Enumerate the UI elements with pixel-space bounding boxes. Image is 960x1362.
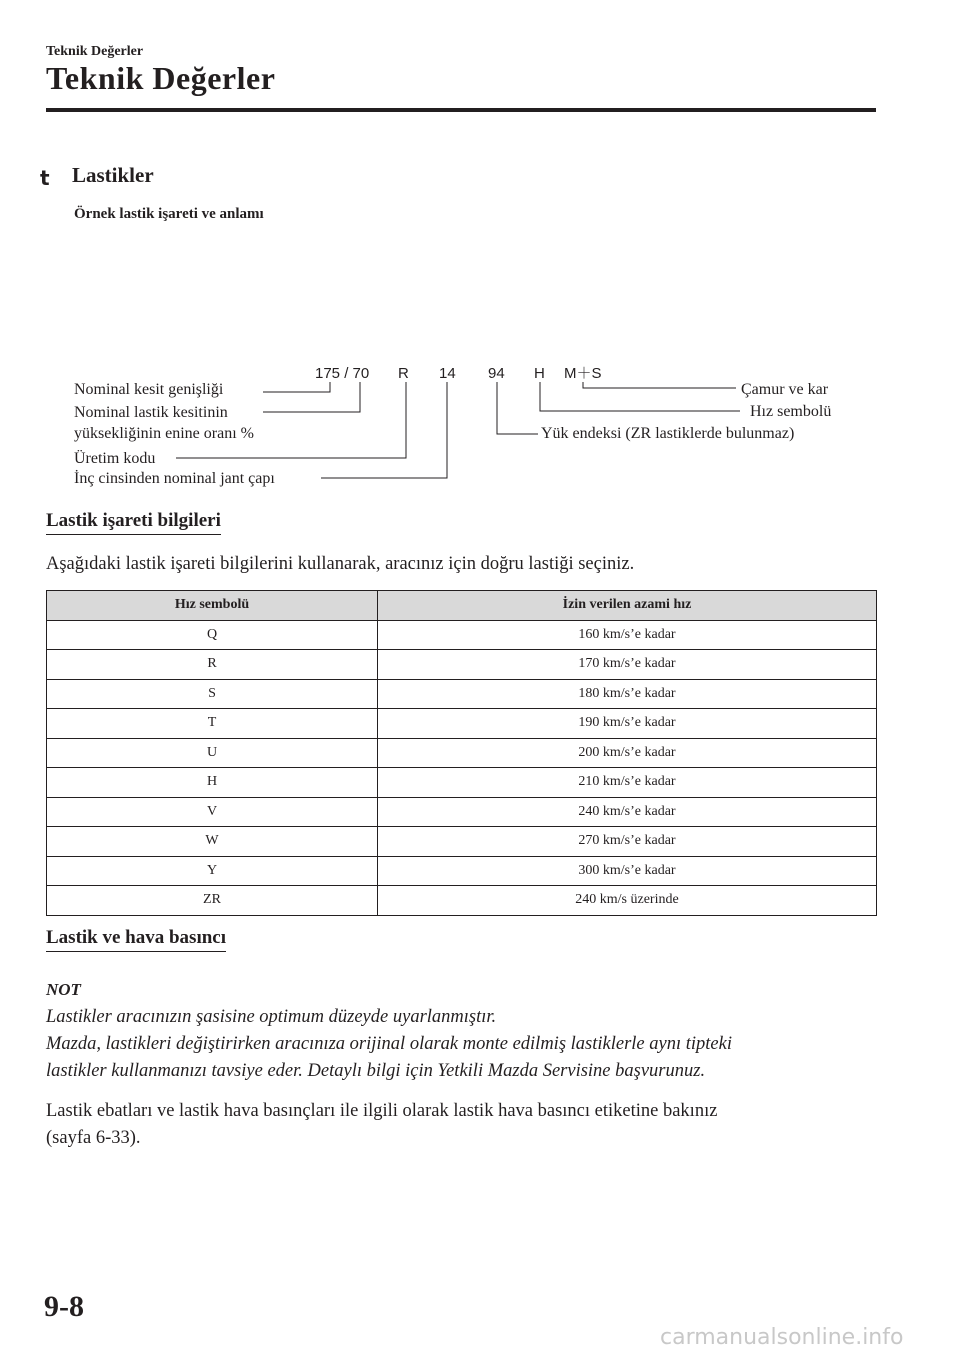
table-row <box>47 856 877 886</box>
code-width-ratio: 175 / 70 <box>315 365 370 382</box>
speed-symbol-cell: Y <box>47 856 378 886</box>
label-rim: İnç cinsinden nominal jant çapı <box>74 470 275 487</box>
note-line: lastikler kullanmanızı tavsiye eder. Detaylı bilgi için Yetkili Mazda Servisine başvurunuz. <box>46 1061 706 1081</box>
label-load: Yük endeksi (ZR lastiklerde bulunmaz) <box>541 425 795 442</box>
watermark: carmanualsonline.info <box>660 1325 904 1350</box>
leader-width <box>263 382 330 392</box>
max-speed-cell: 300 km/s’e kadar <box>378 856 877 886</box>
table-row <box>47 620 877 650</box>
table-row <box>47 886 877 916</box>
code-load: 94 <box>488 365 505 382</box>
speed-symbol-cell: S <box>47 679 378 709</box>
note-title: NOT <box>46 980 81 999</box>
leader-mud-snow <box>583 382 736 388</box>
speed-symbol-cell: Q <box>47 620 378 650</box>
table-row <box>47 768 877 798</box>
table-row <box>47 797 877 827</box>
table-row <box>47 709 877 739</box>
table-header-row <box>47 591 877 621</box>
speed-symbol-table <box>46 590 877 916</box>
pressure-body <box>46 1098 876 1152</box>
body-line: (sayfa 6-33). <box>46 1128 141 1148</box>
note-line: Mazda, lastikleri değiştirirken aracınıza orijinal olarak monte edilmiş lastiklerle aynı tipteki <box>46 1034 732 1054</box>
table-row <box>47 738 877 768</box>
marking-info-intro: Aşağıdaki lastik işareti bilgilerini kullanarak, aracınız için doğru lastiği seçiniz. <box>46 554 635 574</box>
code-speed: H <box>534 365 545 382</box>
leader-rim <box>321 382 447 478</box>
col-header-max-speed: İzin verilen azami hız <box>378 591 877 621</box>
title-rule <box>46 108 876 112</box>
section-title: Lastikler <box>72 163 154 187</box>
max-speed-cell: 240 km/s’e kadar <box>378 797 877 827</box>
marking-info-heading: Lastik işareti bilgileri <box>46 510 221 535</box>
max-speed-cell: 210 km/s’e kadar <box>378 768 877 798</box>
max-speed-cell: 240 km/s üzerinde <box>378 886 877 916</box>
speed-symbol-cell: W <box>47 827 378 857</box>
max-speed-cell: 160 km/s’e kadar <box>378 620 877 650</box>
code-mud-snow: M＋S <box>564 365 602 382</box>
table-row <box>47 679 877 709</box>
chapter-title: Teknik Değerler <box>46 60 276 96</box>
pressure-heading: Lastik ve hava basıncı <box>46 927 226 952</box>
speed-symbol-cell: ZR <box>47 886 378 916</box>
speed-symbol-cell: H <box>47 768 378 798</box>
leader-speed <box>540 382 740 411</box>
speed-symbol-cell: U <box>47 738 378 768</box>
max-speed-cell: 270 km/s’e kadar <box>378 827 877 857</box>
body-line: Lastik ebatları ve lastik hava basınçları ile ilgili olarak lastik hava basıncı etiketine bakınız <box>46 1101 718 1121</box>
max-speed-cell: 200 km/s’e kadar <box>378 738 877 768</box>
label-width: Nominal kesit genişliği <box>74 381 224 398</box>
tire-marking-diagram <box>0 350 960 500</box>
label-ratio-line1: Nominal lastik kesitinin <box>74 404 228 421</box>
speed-symbol-cell: R <box>47 650 378 680</box>
table-row <box>47 827 877 857</box>
max-speed-cell: 190 km/s’e kadar <box>378 709 877 739</box>
label-construction: Üretim kodu <box>74 450 156 467</box>
speed-symbol-cell: V <box>47 797 378 827</box>
example-caption: Örnek lastik işareti ve anlamı <box>74 206 264 222</box>
note-line: Lastikler aracınızın şasisine optimum düzeyde uyarlanmıştır. <box>46 1007 497 1027</box>
max-speed-cell: 180 km/s’e kadar <box>378 679 877 709</box>
section-bullet: t <box>40 166 50 190</box>
label-ratio-line2: yüksekliğinin enine oranı % <box>74 425 254 442</box>
leader-load <box>497 382 538 434</box>
code-construction: R <box>398 365 409 382</box>
table-row <box>47 650 877 680</box>
note-text <box>46 1004 886 1085</box>
code-rim: 14 <box>439 365 456 382</box>
speed-symbol-cell: T <box>47 709 378 739</box>
max-speed-cell: 170 km/s’e kadar <box>378 650 877 680</box>
col-header-speed-symbol: Hız sembolü <box>47 591 378 621</box>
label-mud-snow: Çamur ve kar <box>741 381 829 398</box>
running-head: Teknik Değerler <box>46 44 144 59</box>
label-speed: Hız sembolü <box>750 403 832 420</box>
leader-ratio <box>263 382 360 412</box>
page-number: 9-8 <box>44 1290 84 1323</box>
